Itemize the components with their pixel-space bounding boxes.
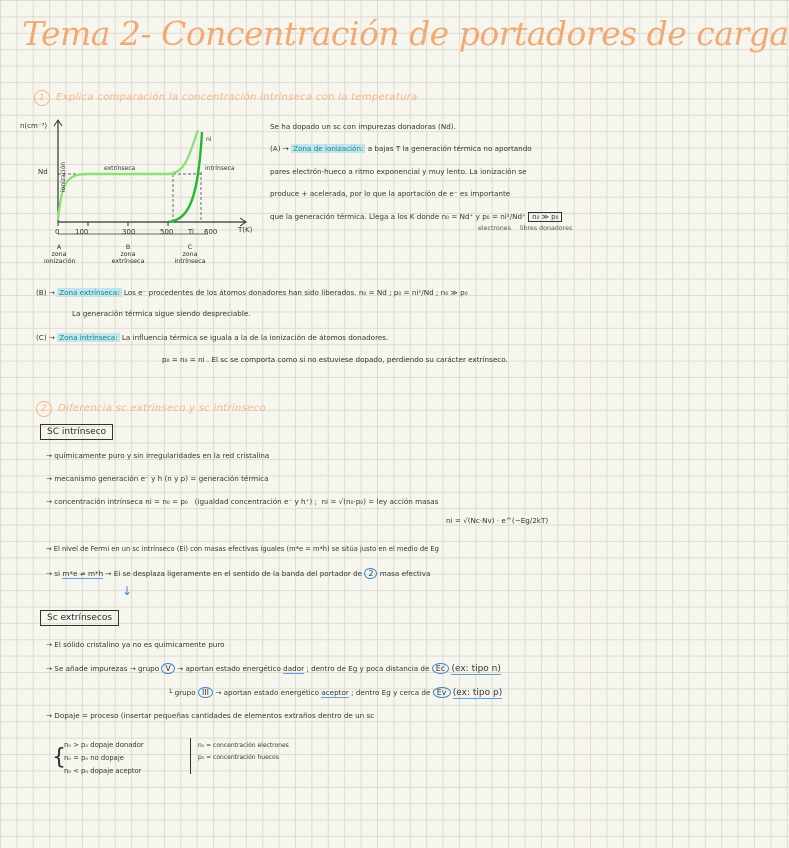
c-block-line2: p₀ = n₀ = ni . El sc se comporta como si no estuviese dopado, perdiendo su carácter extrínseco. bbox=[162, 355, 508, 364]
curve-label-intrinseca: intrínseca bbox=[205, 165, 235, 172]
zone-a bbox=[44, 244, 74, 265]
note-under1: electrones bbox=[478, 225, 511, 232]
note-a-rest: a bajas T la generación térmica no aportando bbox=[367, 144, 532, 153]
x-tick-label-0: 0 bbox=[55, 228, 60, 236]
section2-number: 2 bbox=[36, 401, 52, 417]
b-block-line2: La generación térmica sigue siendo despreciable. bbox=[72, 309, 251, 318]
extrinseco-b3-a: └ grupo bbox=[168, 688, 196, 697]
intrinseco-b3-d: = ley acción masas bbox=[368, 497, 439, 506]
x-tick-label-300: 300 bbox=[122, 228, 136, 236]
extrinseco-b3-d: ; dentro Eg y cerca de bbox=[351, 688, 431, 697]
note-line3: pares electrón-hueco a ritmo exponencial y muy lento. La ionización se bbox=[270, 167, 527, 176]
b-rest: Los e⁻ procedentes de los átomos donadores han sido liberados. n₀ = Nd ; p₀ = ni²/Nd ; n₀ ≫ p₀ bbox=[123, 288, 468, 297]
zone-a-desc: zona ionización bbox=[44, 251, 76, 265]
curve-label-ni: ni bbox=[206, 136, 212, 143]
note-line5 bbox=[270, 212, 562, 221]
nd-label: Nd bbox=[38, 168, 48, 176]
zone-a-letter: A bbox=[56, 244, 62, 251]
legend-p0: p₀ = concentración huecos bbox=[198, 754, 279, 761]
x-tick-label-ti: Ti bbox=[188, 228, 195, 236]
page-title: Tema 2- Concentración de portadores de carga bbox=[22, 14, 789, 53]
extrinseco-b2-a: → Se añade impurezas → grupo bbox=[46, 664, 160, 673]
intrinseco-bullet-2: → mecanismo generación e⁻ y h (n y p) = generación térmica bbox=[46, 474, 269, 483]
section1-heading-text: Explica comparación la concentración intrínseca con la temperatura bbox=[56, 92, 418, 103]
intrinseco-bullet-1: → químicamente puro y sin irregularidades en la red cristalina bbox=[46, 451, 270, 460]
curve-label-ionizacion: ionización bbox=[60, 161, 67, 192]
c-label: (C) → bbox=[36, 333, 55, 342]
x-tick-label-600: 600 bbox=[204, 228, 218, 236]
extrinseco-b2-b: → aportan estado energético bbox=[177, 664, 281, 673]
extrinseco-bullet-1: → El sólido cristalino ya no es químicamente puro bbox=[46, 640, 225, 649]
intrinseco-b3-a: → concentración intrínseca ni = n₀ = p₀ bbox=[46, 497, 188, 506]
dopaje-list bbox=[64, 739, 144, 778]
note-line5-a: que la generación térmica. Llega a los K donde bbox=[270, 212, 440, 221]
zone-c-desc: zona intrínseca bbox=[174, 251, 206, 265]
n0-curve bbox=[58, 130, 198, 220]
intrinseco-b5-masses: m*e ≠ m*h bbox=[62, 569, 104, 578]
extrinseco-bullet-2 bbox=[46, 663, 501, 674]
section1-heading bbox=[34, 90, 418, 106]
group-iii-circle: III bbox=[198, 687, 213, 698]
intrinseco-b5-a: → si bbox=[46, 569, 61, 578]
c-rest: La influencia térmica se iguala a la de la ionización de átomos donadores. bbox=[121, 333, 389, 342]
sc-extrinsecos-box: Sc extrínsecos bbox=[40, 610, 119, 626]
curve-label-extrinseca: extrínseca bbox=[104, 165, 136, 172]
note-under2: libres donadores bbox=[520, 225, 573, 232]
left-brace: { bbox=[52, 745, 66, 770]
intrinseco-bullet-4: → El nivel de Fermi en un sc intrínseco (Ei) con masas efectivas iguales (m*e = m*h) se sitúa justo en el medio de Eg bbox=[46, 545, 439, 553]
zone-b-letter: B bbox=[125, 244, 131, 251]
section2-heading-text: Diferencia sc extrínseco y sc intrínseco bbox=[58, 403, 266, 414]
divider bbox=[190, 738, 191, 774]
note-line5-box: n₀ ≫ p₀ bbox=[528, 212, 562, 222]
extrinseco-bullet-4: → Dopaje = proceso (insertar pequeñas cantidades de elementos extraños dentro de un sc bbox=[46, 711, 375, 720]
intrinseco-b5-d: masa efectiva bbox=[379, 569, 431, 578]
extrinseco-b2-dador: dador bbox=[283, 664, 305, 673]
tipo-p: (ex: tipo p) bbox=[452, 688, 503, 698]
intrinseco-b3-c: ni = √(n₀·p₀) bbox=[321, 497, 366, 506]
intrinseco-bullet-3 bbox=[46, 497, 438, 506]
intrinseco-b5-c: → Ei se desplaza ligeramente en el sentido de la banda del portador de bbox=[105, 569, 363, 578]
zone-b-desc: zona extrínseca bbox=[111, 251, 145, 265]
note-line4: produce + acelerada, por lo que la aportación de e⁻ es importante bbox=[270, 189, 511, 198]
note-a-highlight: Zona de ionización: bbox=[293, 144, 364, 153]
intrinseco-bullet-5 bbox=[46, 568, 430, 579]
zone-b bbox=[110, 244, 146, 265]
intrinseco-b3-b: (igualdad concentración e⁻ y h⁺) ; bbox=[194, 497, 317, 506]
section1-number: 1 bbox=[34, 90, 50, 106]
dopaje-aceptor: n₀ < p₀ dopaje aceptor bbox=[64, 767, 142, 775]
x-tick-label-500: 500 bbox=[160, 228, 174, 236]
legend-n0: n₀ = concentración electrones bbox=[198, 742, 289, 749]
tipo-n: (ex: tipo n) bbox=[451, 664, 501, 674]
extrinseco-b3-aceptor: aceptor bbox=[321, 688, 349, 697]
c-block-line1 bbox=[36, 333, 388, 342]
x-tick-label-100: 100 bbox=[75, 228, 89, 236]
ev-circle: Ev bbox=[433, 687, 451, 698]
zone-c bbox=[172, 244, 208, 265]
b-label: (B) → bbox=[36, 288, 55, 297]
intrinseco-b3-formula: ni = √(Nc·Nv) · e^(−Eg/2kT) bbox=[446, 516, 549, 525]
dopaje-none: n₀ = p₀ no dopaje bbox=[64, 754, 124, 762]
sc-intrinseco-box: SC intrínseco bbox=[40, 424, 113, 440]
group-v-circle: V bbox=[161, 663, 174, 674]
dopaje-legend bbox=[198, 740, 289, 764]
note-line5-n0: n₀ = Nd⁺ bbox=[441, 212, 474, 221]
dopaje-donador: n₀ > p₀ dopaje donador bbox=[64, 741, 144, 749]
section2-heading bbox=[36, 401, 266, 417]
c-highlight: Zona intrínseca: bbox=[59, 333, 118, 342]
b-block-line1 bbox=[36, 288, 468, 297]
note-line1: Se ha dopado un sc con impurezas donadoras (Nd). bbox=[270, 122, 456, 131]
extrinseco-b3-b: → aportan estado energético bbox=[215, 688, 320, 697]
note-line5-p0: p₀ = ni²/Nd⁺ bbox=[482, 212, 526, 221]
y-axis-label: n(cm⁻³) bbox=[20, 122, 48, 130]
extrinseco-b2-d: ; dentro de Eg y poca distancia de bbox=[306, 664, 430, 673]
b-highlight: Zona extrínseca: bbox=[59, 288, 120, 297]
arrow-down-icon: ↓ bbox=[122, 584, 133, 598]
intrinseco-b5-circled-2: 2 bbox=[364, 568, 377, 579]
ec-circle: Ec bbox=[432, 663, 449, 674]
note-line5-y: y bbox=[475, 212, 480, 221]
note-line2 bbox=[270, 144, 532, 153]
x-axis-label: T(K) bbox=[238, 226, 253, 234]
note-a-label: (A) → bbox=[270, 144, 289, 153]
zone-c-letter: C bbox=[187, 244, 193, 251]
extrinseco-bullet-3 bbox=[168, 687, 502, 698]
